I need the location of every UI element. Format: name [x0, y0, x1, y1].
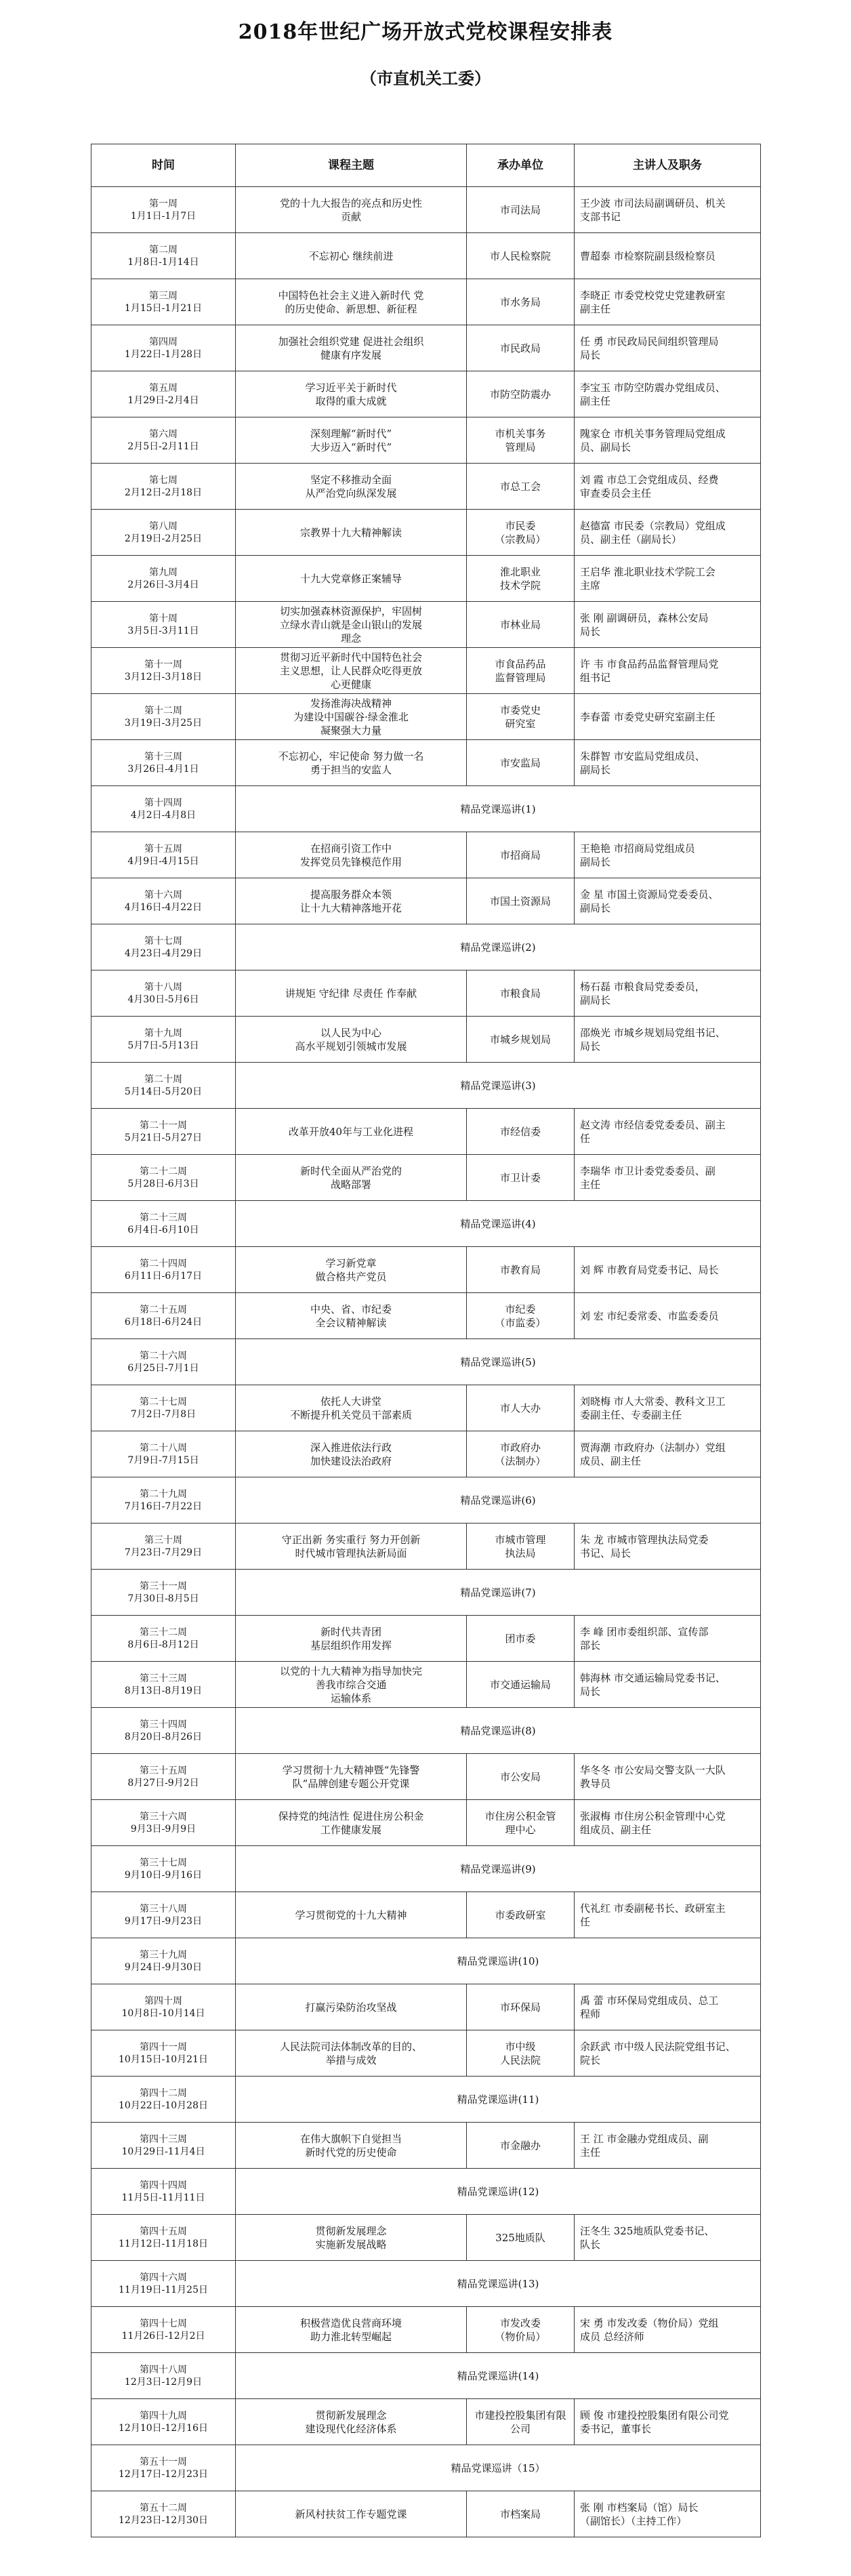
week-cell: 第十八周 4月30日-5月6日 — [91, 970, 236, 1017]
week-cell: 第二十二周 5月28日-6月3日 — [91, 1155, 236, 1201]
table-row — [91, 1431, 761, 1477]
unit-cell: 市食品药品 监督管理局 — [467, 648, 575, 694]
unit-cell: 市水务局 — [467, 279, 575, 325]
unit-cell: 市中级 人民法院 — [467, 2030, 575, 2077]
training-row — [91, 2261, 761, 2307]
speaker-cell: 刘 霞 市总工会党组成员、经费 审查委员会主任 — [575, 464, 761, 510]
speaker-cell: 赵德富 市民委（宗教局）党组成 员、副主任（副局长） — [575, 510, 761, 556]
table-row — [91, 510, 761, 556]
table-row — [91, 648, 761, 694]
topic-cell: 不忘初心，牢记使命 努力做一名 勇于担当的安监人 — [236, 740, 467, 786]
table-row — [91, 1754, 761, 1800]
week-cell: 第二十七周 7月2日-7月8日 — [91, 1385, 236, 1431]
table-row — [91, 1109, 761, 1155]
training-row — [91, 1339, 761, 1385]
speaker-cell: 李瑞华 市卫计委党委委员、副 主任 — [575, 1155, 761, 1201]
unit-cell: 市教育局 — [467, 1247, 575, 1293]
unit-cell: 市城乡规划局 — [467, 1017, 575, 1063]
unit-cell: 市安监局 — [467, 740, 575, 786]
table-row — [91, 279, 761, 325]
speaker-cell: 韩海林 市交通运输局党委书记、 局长 — [575, 1662, 761, 1708]
topic-cell: 新时代共青团 基层组织作用发挥 — [236, 1616, 467, 1662]
table-row — [91, 2307, 761, 2353]
header-topic: 课程主题 — [236, 144, 467, 187]
training-row — [91, 1063, 761, 1109]
topic-cell: 加强社会组织党建 促进社会组织 健康有序发展 — [236, 325, 467, 371]
table-row — [91, 2491, 761, 2537]
speaker-cell: 张 刚 副调研员，森林公安局 局长 — [575, 602, 761, 648]
header-speaker: 主讲人及职务 — [575, 144, 761, 187]
week-cell: 第三十五周 8月27日-9月2日 — [91, 1754, 236, 1800]
page-title: 2018年世纪广场开放式党校课程安排表 — [238, 20, 613, 44]
table-row — [91, 2123, 761, 2169]
speaker-cell: 金 星 市国土资源局党委委员、 副局长 — [575, 878, 761, 924]
table-row — [91, 1293, 761, 1339]
table-row — [91, 878, 761, 924]
unit-cell: 市住房公积金管 理中心 — [467, 1800, 575, 1846]
unit-cell: 市纪委 （市监委） — [467, 1293, 575, 1339]
unit-cell: 市经信委 — [467, 1109, 575, 1155]
training-cell: 精品党课巡讲(14) — [236, 2353, 761, 2399]
training-row — [91, 1201, 761, 1247]
training-cell: 精品党课巡讲(3) — [236, 1063, 761, 1109]
week-cell: 第三十八周 9月17日-9月23日 — [91, 1892, 236, 1938]
week-cell: 第五周 1月29日-2月4日 — [91, 371, 236, 417]
week-cell: 第三十三周 8月13日-8月19日 — [91, 1662, 236, 1708]
topic-cell: 新时代全面从严治党的 战略部署 — [236, 1155, 467, 1201]
week-cell: 第二十一周 5月21日-5月27日 — [91, 1109, 236, 1155]
week-cell: 第一周 1月1日-1月7日 — [91, 187, 236, 233]
unit-cell: 市总工会 — [467, 464, 575, 510]
training-row — [91, 2353, 761, 2399]
speaker-cell: 汪冬生 325地质队党委书记、 队长 — [575, 2215, 761, 2261]
topic-cell: 宗教界十九大精神解读 — [236, 510, 467, 556]
training-row — [91, 924, 761, 970]
training-cell: 精品党课巡讲(6) — [236, 1477, 761, 1524]
unit-cell: 市委政研室 — [467, 1892, 575, 1938]
speaker-cell: 李晓正 市委党校党史党建教研室 副主任 — [575, 279, 761, 325]
training-cell: 精品党课巡讲(9) — [236, 1846, 761, 1892]
unit-cell: 市人大办 — [467, 1385, 575, 1431]
speaker-cell: 禹 蕾 市环保局党组成员、总工 程师 — [575, 1984, 761, 2030]
week-cell: 第十周 3月5日-3月11日 — [91, 602, 236, 648]
table-row — [91, 2399, 761, 2445]
speaker-cell: 贾海潮 市政府办（法制办）党组 成员、副主任 — [575, 1431, 761, 1477]
unit-cell: 市民政局 — [467, 325, 575, 371]
unit-cell: 市人民检察院 — [467, 233, 575, 279]
speaker-cell: 杨石磊 市粮食局党委委员， 副局长 — [575, 970, 761, 1017]
week-cell: 第五十一周 12月17日-12月23日 — [91, 2445, 236, 2491]
speaker-cell: 李 峰 团市委组织部、宣传部 部长 — [575, 1616, 761, 1662]
training-cell: 精品党课巡讲(1) — [236, 786, 761, 832]
table-row — [91, 2030, 761, 2077]
schedule-table — [91, 144, 761, 2537]
week-cell: 第三十周 7月23日-7月29日 — [91, 1524, 236, 1570]
speaker-cell: 华冬冬 市公安局交警支队一大队 教导员 — [575, 1754, 761, 1800]
week-cell: 第七周 2月12日-2月18日 — [91, 464, 236, 510]
speaker-cell: 王 江 市金融办党组成员、副 主任 — [575, 2123, 761, 2169]
week-cell: 第十三周 3月26日-4月1日 — [91, 740, 236, 786]
week-cell: 第四十周 10月8日-10月14日 — [91, 1984, 236, 2030]
week-cell: 第四十四周 11月5日-11月11日 — [91, 2169, 236, 2215]
unit-cell: 市招商局 — [467, 832, 575, 878]
week-cell: 第四十三周 10月29日-11月4日 — [91, 2123, 236, 2169]
topic-cell: 讲规矩 守纪律 尽责任 作奉献 — [236, 970, 467, 1017]
speaker-cell: 任 勇 市民政局民间组织管理局 局长 — [575, 325, 761, 371]
topic-cell: 坚定不移推动全面 从严治党向纵深发展 — [236, 464, 467, 510]
table-row — [91, 1892, 761, 1938]
unit-cell: 市民委 （宗教局） — [467, 510, 575, 556]
topic-cell: 贯彻新发展理念 实施新发展战略 — [236, 2215, 467, 2261]
topic-cell: 中国特色社会主义进入新时代 党 的历史使命、新思想、新征程 — [236, 279, 467, 325]
speaker-cell: 张 刚 市档案局（馆）局长 （副馆长）（主持工作） — [575, 2491, 761, 2537]
table-row — [91, 2215, 761, 2261]
week-cell: 第四十二周 10月22日-10月28日 — [91, 2077, 236, 2123]
week-cell: 第二十九周 7月16日-7月22日 — [91, 1477, 236, 1524]
training-row — [91, 1846, 761, 1892]
unit-cell: 市防空防震办 — [467, 371, 575, 417]
week-cell: 第十五周 4月9日-4月15日 — [91, 832, 236, 878]
speaker-cell: 张淑梅 市住房公积金管理中心党 组成员、副主任 — [575, 1800, 761, 1846]
table-row — [91, 233, 761, 279]
topic-cell: 党的十九大报告的亮点和历史性 贡献 — [236, 187, 467, 233]
week-cell: 第十四周 4月2日-4月8日 — [91, 786, 236, 832]
topic-cell: 保持党的纯洁性 促进住房公积金 工作健康发展 — [236, 1800, 467, 1846]
topic-cell: 学习贯彻党的十九大精神 — [236, 1892, 467, 1938]
topic-cell: 贯彻习近平新时代中国特色社会 主义思想，让人民群众吃得更放 心更健康 — [236, 648, 467, 694]
speaker-cell: 隗家仓 市机关事务管理局党组成 员、副局长 — [575, 417, 761, 464]
week-cell: 第三十一周 7月30日-8月5日 — [91, 1570, 236, 1616]
training-cell: 精品党课巡讲（15） — [236, 2445, 761, 2491]
training-row — [91, 1477, 761, 1524]
header-row — [91, 144, 761, 187]
topic-cell: 不忘初心 继续前进 — [236, 233, 467, 279]
header-time: 时间 — [91, 144, 236, 187]
speaker-cell: 赵文涛 市经信委党委委员、副主 任 — [575, 1109, 761, 1155]
table-row — [91, 1662, 761, 1708]
table-row — [91, 556, 761, 602]
unit-cell: 市机关事务 管理局 — [467, 417, 575, 464]
speaker-cell: 王艳艳 市招商局党组成员 副局长 — [575, 832, 761, 878]
speaker-cell: 朱群智 市安监局党组成员、 副局长 — [575, 740, 761, 786]
week-cell: 第四十七周 11月26日-12月2日 — [91, 2307, 236, 2353]
week-cell: 第二周 1月8日-1月14日 — [91, 233, 236, 279]
table-row — [91, 1524, 761, 1570]
week-cell: 第十一周 3月12日-3月18日 — [91, 648, 236, 694]
unit-cell: 市城市管理 执法局 — [467, 1524, 575, 1570]
speaker-cell: 李春蕾 市委党史研究室副主任 — [575, 694, 761, 740]
table-row — [91, 740, 761, 786]
week-cell: 第四十六周 11月19日-11月25日 — [91, 2261, 236, 2307]
topic-cell: 十九大党章修正案辅导 — [236, 556, 467, 602]
week-cell: 第十七周 4月23日-4月29日 — [91, 924, 236, 970]
topic-cell: 在伟大旗帜下自觉担当 新时代党的历史使命 — [236, 2123, 467, 2169]
topic-cell: 积极营造优良营商环境 助力淮北转型崛起 — [236, 2307, 467, 2353]
speaker-cell: 李宝玉 市防空防震办党组成员、 副主任 — [575, 371, 761, 417]
unit-cell: 市卫计委 — [467, 1155, 575, 1201]
topic-cell: 深刻理解“新时代” 大步迈入“新时代” — [236, 417, 467, 464]
topic-cell: 依托人大讲堂 不断提升机关党员干部素质 — [236, 1385, 467, 1431]
topic-cell: 学习新党章 做合格共产党员 — [236, 1247, 467, 1293]
table-row — [91, 1017, 761, 1063]
unit-cell: 市公安局 — [467, 1754, 575, 1800]
training-cell: 精品党课巡讲(10) — [236, 1938, 761, 1984]
week-cell: 第四十五周 11月12日-11月18日 — [91, 2215, 236, 2261]
topic-cell: 在招商引资工作中 发挥党员先锋模范作用 — [236, 832, 467, 878]
training-cell: 精品党课巡讲(13) — [236, 2261, 761, 2307]
week-cell: 第三十七周 9月10日-9月16日 — [91, 1846, 236, 1892]
training-cell: 精品党课巡讲(8) — [236, 1708, 761, 1754]
speaker-cell: 刘 宏 市纪委常委、市监委委员 — [575, 1293, 761, 1339]
speaker-cell: 邵焕光 市城乡规划局党组书记、 局长 — [575, 1017, 761, 1063]
unit-cell: 市林业局 — [467, 602, 575, 648]
table-row — [91, 694, 761, 740]
table-row — [91, 464, 761, 510]
week-cell: 第十二周 3月19日-3月25日 — [91, 694, 236, 740]
topic-cell: 新风村扶贫工作专题党课 — [236, 2491, 467, 2537]
unit-cell: 市金融办 — [467, 2123, 575, 2169]
week-cell: 第四十八周 12月3日-12月9日 — [91, 2353, 236, 2399]
unit-cell: 325地质队 — [467, 2215, 575, 2261]
unit-cell: 市档案局 — [467, 2491, 575, 2537]
training-row — [91, 2077, 761, 2123]
week-cell: 第五十二周 12月23日-12月30日 — [91, 2491, 236, 2537]
table-row — [91, 1800, 761, 1846]
unit-cell: 市建投控股集团有限公司 — [467, 2399, 575, 2445]
table-row — [91, 970, 761, 1017]
training-row — [91, 1708, 761, 1754]
schedule-body — [91, 187, 761, 2537]
speaker-cell: 王少波 市司法局副调研员、机关 支部书记 — [575, 187, 761, 233]
training-cell: 精品党课巡讲(2) — [236, 924, 761, 970]
unit-cell: 市国土资源局 — [467, 878, 575, 924]
training-cell: 精品党课巡讲(5) — [236, 1339, 761, 1385]
week-cell: 第二十四周 6月11日-6月17日 — [91, 1247, 236, 1293]
unit-cell: 市司法局 — [467, 187, 575, 233]
unit-cell: 市粮食局 — [467, 970, 575, 1017]
table-row — [91, 1385, 761, 1431]
training-row — [91, 786, 761, 832]
speaker-cell: 许 韦 市食品药品监督管理局党 组书记 — [575, 648, 761, 694]
speaker-cell: 王启华 淮北职业技术学院工会 主席 — [575, 556, 761, 602]
topic-cell: 深入推进依法行政 加快建设法治政府 — [236, 1431, 467, 1477]
topic-cell: 人民法院司法体制改革的目的、 举措与成效 — [236, 2030, 467, 2077]
training-row — [91, 1938, 761, 1984]
speaker-cell: 宋 勇 市发改委（物价局）党组 成员 总经济师 — [575, 2307, 761, 2353]
training-row — [91, 2445, 761, 2491]
topic-cell: 中央、省、市纪委 全会议精神解读 — [236, 1293, 467, 1339]
topic-cell: 改革开放40年与工业化进程 — [236, 1109, 467, 1155]
unit-cell: 市政府办 （法制办） — [467, 1431, 575, 1477]
unit-cell: 市交通运输局 — [467, 1662, 575, 1708]
topic-cell: 贯彻新发展理念 建设现代化经济体系 — [236, 2399, 467, 2445]
header-unit: 承办单位 — [467, 144, 575, 187]
week-cell: 第四十一周 10月15日-10月21日 — [91, 2030, 236, 2077]
training-row — [91, 1570, 761, 1616]
week-cell: 第六周 2月5日-2月11日 — [91, 417, 236, 464]
table-row — [91, 1616, 761, 1662]
speaker-cell: 余跃武 市中级人民法院党组书记、 院长 — [575, 2030, 761, 2077]
table-row — [91, 187, 761, 233]
table-row — [91, 417, 761, 464]
speaker-cell: 刘 辉 市教育局党委书记、局长 — [575, 1247, 761, 1293]
week-cell: 第二十八周 7月9日-7月15日 — [91, 1431, 236, 1477]
week-cell: 第四十九周 12月10日-12月16日 — [91, 2399, 236, 2445]
week-cell: 第四周 1月22日-1月28日 — [91, 325, 236, 371]
unit-cell: 团市委 — [467, 1616, 575, 1662]
unit-cell: 淮北职业 技术学院 — [467, 556, 575, 602]
speaker-cell: 曹超泰 市检察院副县级检察员 — [575, 233, 761, 279]
topic-cell: 守正出新 务实重行 努力开创新 时代城市管理执法新局面 — [236, 1524, 467, 1570]
table-row — [91, 1155, 761, 1201]
page-subtitle: （市直机关工委） — [360, 68, 491, 88]
week-cell: 第九周 2月26日-3月4日 — [91, 556, 236, 602]
training-cell: 精品党课巡讲(12) — [236, 2169, 761, 2215]
week-cell: 第二十周 5月14日-5月20日 — [91, 1063, 236, 1109]
training-cell: 精品党课巡讲(4) — [236, 1201, 761, 1247]
topic-cell: 提高服务群众本领 让十九大精神落地开花 — [236, 878, 467, 924]
week-cell: 第三周 1月15日-1月21日 — [91, 279, 236, 325]
table-row — [91, 602, 761, 648]
week-cell: 第二十五周 6月18日-6月24日 — [91, 1293, 236, 1339]
unit-cell: 市环保局 — [467, 1984, 575, 2030]
topic-cell: 以党的十九大精神为指导加快完 善我市综合交通 运输体系 — [236, 1662, 467, 1708]
speaker-cell: 朱 龙 市城市管理执法局党委 书记、局长 — [575, 1524, 761, 1570]
week-cell: 第三十六周 9月3日-9月9日 — [91, 1800, 236, 1846]
topic-cell: 切实加强森林资源保护，牢固树 立绿水青山就是金山银山的发展 理念 — [236, 602, 467, 648]
week-cell: 第二十三周 6月4日-6月10日 — [91, 1201, 236, 1247]
training-row — [91, 2169, 761, 2215]
table-row — [91, 371, 761, 417]
training-cell: 精品党课巡讲(11) — [236, 2077, 761, 2123]
speaker-cell: 顾 俊 市建投控股集团有限公司党 委书记，董事长 — [575, 2399, 761, 2445]
unit-cell: 市发改委 （物价局） — [467, 2307, 575, 2353]
unit-cell: 市委党史 研究室 — [467, 694, 575, 740]
week-cell: 第三十九周 9月24日-9月30日 — [91, 1938, 236, 1984]
week-cell: 第三十四周 8月20日-8月26日 — [91, 1708, 236, 1754]
topic-cell: 以人民为中心 高水平规划引领城市发展 — [236, 1017, 467, 1063]
training-cell: 精品党课巡讲(7) — [236, 1570, 761, 1616]
week-cell: 第十九周 5月7日-5月13日 — [91, 1017, 236, 1063]
speaker-cell: 代礼红 市委副秘书长、政研室主 任 — [575, 1892, 761, 1938]
week-cell: 第二十六周 6月25日-7月1日 — [91, 1339, 236, 1385]
week-cell: 第十六周 4月16日-4月22日 — [91, 878, 236, 924]
topic-cell: 学习近平关于新时代 取得的重大成就 — [236, 371, 467, 417]
topic-cell: 学习贯彻十九大精神暨“先锋警 队”品牌创建专题公开党课 — [236, 1754, 467, 1800]
table-row — [91, 1247, 761, 1293]
week-cell: 第八周 2月19日-2月25日 — [91, 510, 236, 556]
table-row — [91, 1984, 761, 2030]
table-row — [91, 832, 761, 878]
speaker-cell: 刘晓梅 市人大常委、教科文卫工 委副主任、专委副主任 — [575, 1385, 761, 1431]
week-cell: 第三十二周 8月6日-8月12日 — [91, 1616, 236, 1662]
topic-cell: 打赢污染防治攻坚战 — [236, 1984, 467, 2030]
topic-cell: 发扬淮海决战精神 为建设中国碳谷·绿金淮北 凝聚强大力量 — [236, 694, 467, 740]
table-row — [91, 325, 761, 371]
